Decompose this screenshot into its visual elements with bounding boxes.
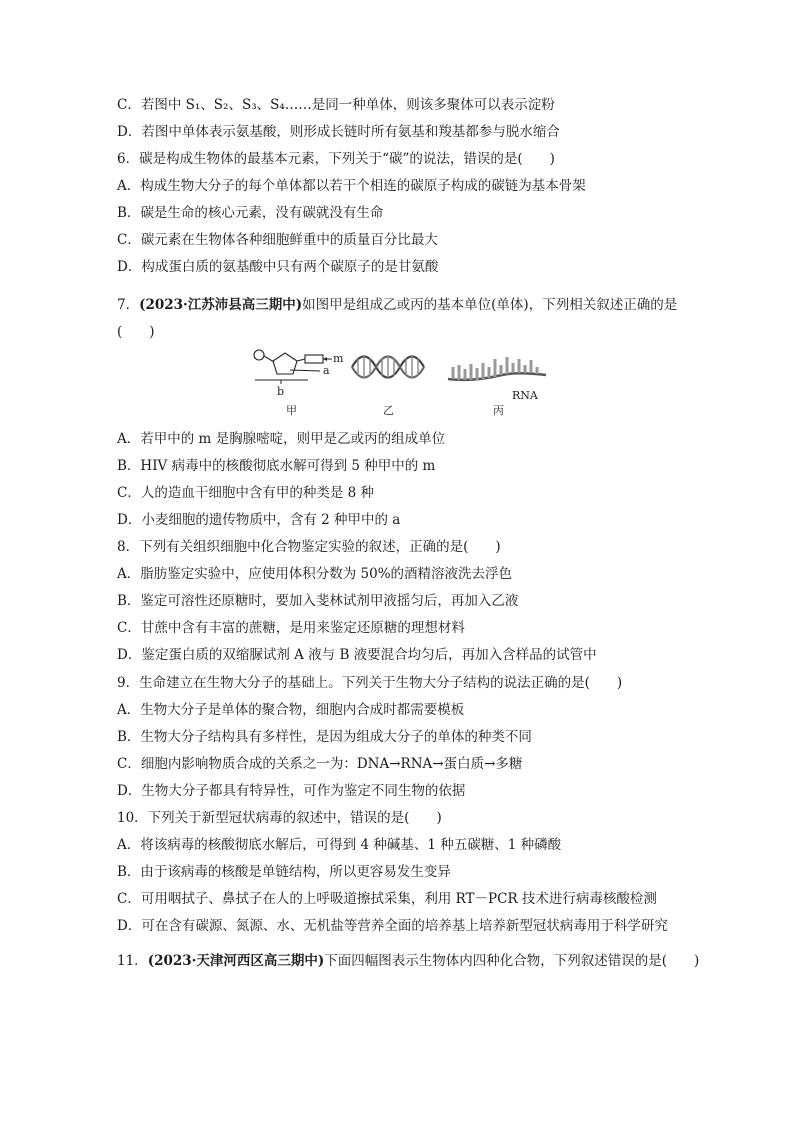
q11-source: (2023·天津河西区高三期中) bbox=[147, 953, 325, 969]
q9-option-a: A．生物大分子是单体的聚合物，细胞内合成时都需要模板 bbox=[117, 702, 465, 718]
q9-option-c: C．细胞内影响物质合成的关系之一为：DNA→RNA→蛋白质→多糖 bbox=[117, 756, 523, 772]
q7-option-d: D．小麦细胞的遗传物质中，含有 2 种甲中的 a bbox=[117, 512, 401, 528]
q7-option-c: C．人的造血干细胞中含有甲的种类是 8 种 bbox=[117, 485, 375, 501]
q6-option-c: C．碳元素在生物体各种细胞鲜重中的质量百分比最大 bbox=[117, 232, 438, 248]
phosphate-circle bbox=[254, 350, 264, 360]
label-b: b bbox=[277, 385, 285, 398]
q6-option-d: D．构成蛋白质的氨基酸中只有两个碳原子的是甘氨酸 bbox=[117, 259, 439, 275]
figure-svg bbox=[250, 345, 550, 420]
caption-jia: 甲 bbox=[286, 404, 297, 417]
q11-number: 11． bbox=[117, 953, 148, 969]
base-rectangle bbox=[305, 355, 323, 363]
q10-stem: 10．下列关于新型冠状病毒的叙述中，错误的是( ) bbox=[117, 810, 442, 826]
rna-bases bbox=[453, 357, 537, 380]
label-m: m bbox=[333, 352, 344, 365]
base-bond bbox=[297, 359, 305, 361]
rna-strand-bing bbox=[448, 357, 546, 417]
q6-option-a: A．构成生物大分子的每个单体都以若干个相连的碳原子构成的碳链为基本骨架 bbox=[117, 178, 586, 194]
q7-stem bbox=[117, 296, 677, 314]
q8-stem: 8．下列有关组织细胞中化合物鉴定实验的叙述，正确的是( ) bbox=[117, 539, 501, 555]
q11-stem bbox=[117, 952, 699, 970]
q10-option-b: B．由于该病毒的核酸是单链结构，所以更容易发生变异 bbox=[117, 864, 451, 880]
label-a: a bbox=[323, 364, 330, 377]
q9-stem: 9．生命建立在生物大分子的基础上。下列关于生物大分子结构的说法正确的是( ) bbox=[117, 675, 623, 691]
caption-yi: 乙 bbox=[383, 404, 394, 417]
q7-option-b: B．HIV 病毒中的核酸彻底水解可得到 5 种甲中的 m bbox=[117, 458, 436, 474]
q9-option-b: B．生物大分子结构具有多样性，是因为组成大分子的单体的种类不同 bbox=[117, 729, 532, 745]
caption-bing: 丙 bbox=[493, 404, 504, 417]
q10-option-d: D．可在含有碳源、氮源、水、无机盐等营养全面的培养基上培养新型冠状病毒用于科学研究 bbox=[117, 918, 668, 934]
q10-option-a: A．将该病毒的核酸彻底水解后，可得到 4 种碱基、1 种五碳糖、1 种磷酸 bbox=[117, 837, 562, 853]
rna-backbone bbox=[448, 373, 546, 380]
label-rna: RNA bbox=[512, 389, 538, 402]
nucleotide-dna-rna-figure bbox=[250, 345, 550, 420]
q7-number: 7． bbox=[117, 297, 140, 313]
q7-text: 如图甲是组成乙或丙的基本单位(单体)，下列相关叙述正确的是 bbox=[302, 297, 678, 313]
q7-option-a: A．若甲中的 m 是胸腺嘧啶，则甲是乙或丙的组成单位 bbox=[117, 431, 446, 447]
q11-text: 下面四幅图表示生物体内四种化合物，下列叙述错误的是( ) bbox=[324, 953, 700, 969]
q6-stem: 6．碳是构成生物体的最基本元素，下列关于“碳”的说法，错误的是( ) bbox=[117, 151, 555, 167]
q6-option-b: B．碳是生命的核心元素，没有碳就没有生命 bbox=[117, 205, 384, 221]
q7-source: (2023·江苏沛县高三期中) bbox=[139, 297, 303, 313]
q10-option-c: C．可用咽拭子、鼻拭子在人的上呼吸道擦拭采集，利用 RT－PCR 技术进行病毒核酸检测 bbox=[117, 891, 657, 907]
q8-option-b: B．鉴定可溶性还原糖时，要加入斐林试剂甲液摇匀后，再加入乙液 bbox=[117, 593, 519, 609]
nucleotide-diagram-jia bbox=[254, 350, 344, 417]
q8-option-c: C．甘蔗中含有丰富的蔗糖，是用来鉴定还原糖的理想材料 bbox=[117, 620, 465, 636]
dna-helix-yi bbox=[352, 356, 424, 417]
dna-base-pairs bbox=[358, 356, 418, 378]
q9-option-d: D．生物大分子都具有特异性，可作为鉴定不同生物的依据 bbox=[117, 783, 466, 799]
q8-option-d: D．鉴定蛋白质的双缩脲试剂 A 液与 B 液要混合均匀后，再加入含样品的试管中 bbox=[117, 647, 597, 663]
q8-option-a: A．脂肪鉴定实验中，应使用体积分数为 50%的酒精溶液洗去浮色 bbox=[117, 566, 513, 582]
q5-option-d: D．若图中单体表示氨基酸，则形成长链时所有氨基和羧基都参与脱水缩合 bbox=[117, 124, 560, 140]
pentose-pentagon bbox=[273, 353, 297, 374]
q7-answer-paren: ( ) bbox=[117, 324, 155, 340]
q5-option-c: C．若图中 S₁、S₂、S₃、S₄……是同一种单体，则该多聚体可以表示淀粉 bbox=[117, 97, 555, 113]
arrow-m-head bbox=[323, 357, 327, 361]
